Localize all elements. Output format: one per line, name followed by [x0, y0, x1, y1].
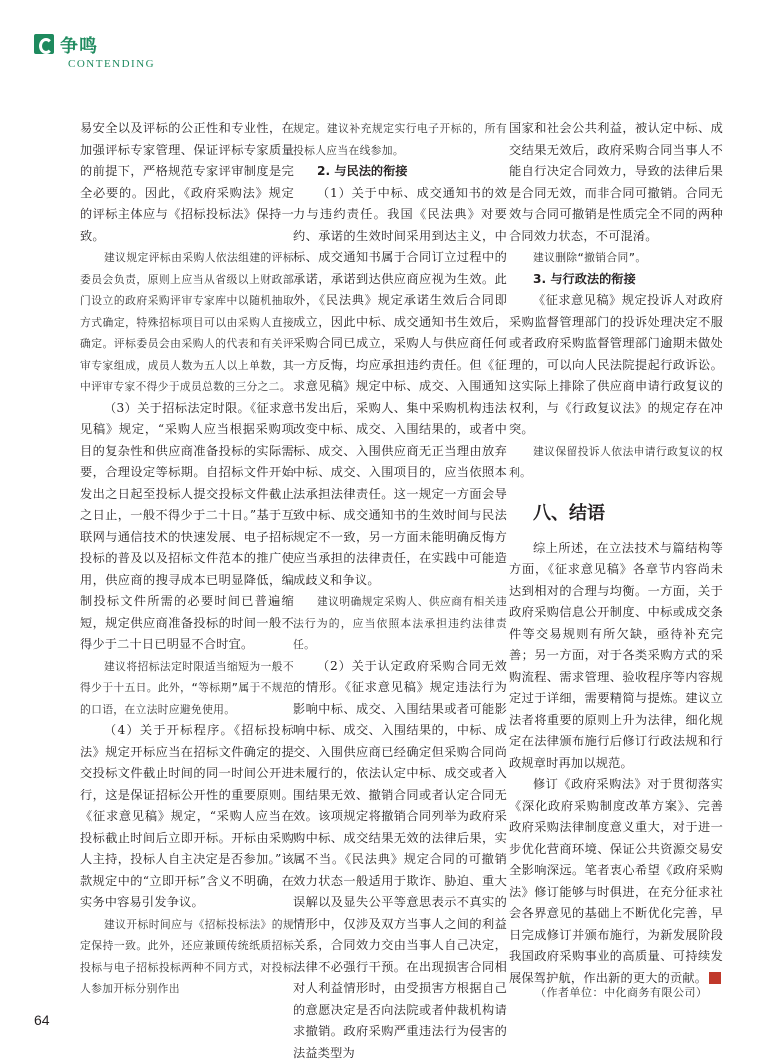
recommendation: 建议保留投诉人依法申请行政复议的权利。: [509, 444, 723, 479]
paragraph: 易安全以及评标的公正性和专业性，在加强评标专家管理、保证评标专家质量的前提下，严格规范专家评审制度是完全必要的。因此，《政府采购法》规定的评标主体应与《招标投标法》保持一致。: [80, 121, 294, 243]
paragraph: 国家和社会公共利益，被认定中标、成交结果无效后，政府采购合同当事人不能自行决定合同效力，导致的法律后果是合同无效，而非合同可撤销。合同无效与合同可撤销是性质完全不同的两种合同效力状态，不可混淆。: [509, 121, 723, 243]
paragraph: [509, 774, 743, 989]
subsection-heading: 2. 与民法的衔接: [317, 164, 408, 178]
page-number: 64: [34, 1012, 50, 1028]
paragraph: （4）关于开标程序。《招标投标法》规定开标应当在招标文件确定的提交投标文件截止时间的同一时间公开进行，这是保证招标公开性的重要原则。《征求意见稿》规定，“采购人应当在投标截止时间后立即开标。开标由采购人主持，投标人自主决定是否参加。”该款规定中的“立即开标”含义不明确，在实务中容易引发争议。: [80, 723, 294, 909]
recommendation: 规定。建议补充规定实行电子开标的，所有投标人应当在线参加。: [293, 122, 507, 157]
recommendation: 建议开标时间应与《招标投标法》的规定保持一致。此外，还应兼顾传统纸质招标投标与电子招标投标两种不同方式，对投标人参加开标分别作出: [80, 917, 294, 995]
paragraph-text: 修订《政府采购法》对于贯彻落实《深化政府采购制度改革方案》、完善政府采购法律制度意义重大，对于进一步优化营商环境、保证公共资源交易安全影响深远。笔者衷心希望《政府采购法》修订能够与时俱进，在充分征求社会各界意见的基础上不断优化完善，早日完成修订并颁布施行，为新发展阶段我国政府采购事业的高质量、可持续发展保驾护航，作出新的更大的贡献。: [509, 777, 723, 985]
end-mark-icon: 招: [709, 972, 721, 984]
subsection-heading: 3. 与行政法的衔接: [533, 271, 636, 286]
section-heading: 八、结语: [533, 502, 605, 524]
column-2: [293, 118, 507, 1059]
paragraph: （1）关于中标、成交通知书的效力与违约责任。我国《民法典》对要约、承诺的生效时间采用到达主义，中标、成交通知书属于合同订立过程中的承诺，承诺到达供应商应视为生效。此外，《民法典》规定承诺生效后合同即成立，因此中标、成交通知书生效后，采购合同已成立，采购人与供应商任何一方反悔，均应承担违约责任。但《征求意见稿》规定中标、成交、入围通知书发出后，采购人、集中采购机构违法改变中标、成交、入围结果的，或者中标、成交、入围供应商无正当理由放弃中标、成交、入围项目的，应当依照本法承担法律责任。这一规定一方面会导致中标、成交通知书的生效时间与民法规定不一致，另一方面未能明确反悔方应当承担的法律责任，在实践中可能造成歧义和争议。: [293, 185, 507, 587]
author-affiliation: （作者单位：中化商务有限公司）: [535, 986, 708, 999]
recommendation: 建议规定评标由采购人依法组建的评标委员会负责，原则上应当从省级以上财政部门设立的政府采购评审专家库中以随机抽取方式确定，特殊招标项目可以由采购人直接确定。评标委员会由采购人的代表和有关评审专家组成，成员人数为五人以上单数，其中评审专家不得少于成员总数的三分之二。: [80, 251, 294, 393]
column-1: [80, 118, 294, 1000]
masthead: [34, 34, 234, 80]
paragraph: （2）关于认定政府采购合同无效的情形。《征求意见稿》规定违法行为影响中标、成交、入围结果或者可能影响中标、成交、入围结果的，中标、成交、入围供应商已经确定但采购合同尚未履行的，依法认定中标、成交或者入围结果无效、撤销合同或者认定合同无效。该项规定将撤销合同列举为政府采购中标、成交结果无效的法律后果，实属不当。《民法典》规定合同的可撤销效力状态一般适用于欺诈、胁迫、重大误解以及显失公平等意思表示不真实的情形中，仅涉及双方当事人之间的利益关系，合同效力交由当事人自己决定，法律不必强行干预。在出现损害合同相对人利益情形时，由受损害方根据自己的意愿决定是否向法院或者仲裁机构请求撤销。政府采购严重违法行为侵害的法益类型为: [293, 658, 507, 1059]
brand-title-en: CONTENDING: [68, 58, 156, 70]
paragraph: 综上所述，在立法技术与篇结构等方面，《征求意见稿》各章节内容尚未达到相对的合理与均衡。一方面，关于政府采购信息公开制度、中标或成交条件等交易规则有所欠缺，亟待补充完善；另一方面，对于各类采购方式的采购流程、需求管理、验收程序等内容规定过于详细，需要精简与提炼。建议立法者将重要的原则上升为法律，细化规定在法律颁布施行后修订行政法规和行政规章时再加以规范。: [509, 540, 723, 770]
c-logo-icon: [34, 34, 54, 54]
recommendation: 建议删除“撤销合同”。: [533, 251, 647, 264]
brand-title-cn: 争鸣: [60, 36, 98, 57]
recommendation: 建议明确规定采购人、供应商有相关违法行为的，应当依照本法承担违约法律责任。: [293, 595, 507, 651]
paragraph: （3）关于招标法定时限。《征求意见稿》规定，“采购人应当根据采购项目的复杂性和供应商准备投标的实际需要，合理设定等标期。自招标文件开始发出之日起至投标人提交投标文件截止之日止，一般不得少于二十日。”基于互联网与通信技术的快速发展、电子招标投标的普及以及招标文件范本的推广使用，供应商的搜寻成本已明显降低，编制投标文件所需的必要时间已普遍缩短，规定供应商准备投标的时间一般不得少于二十日已明显不合时宜。: [80, 400, 294, 651]
paragraph: 《征求意见稿》规定投诉人对政府采购监督管理部门的投诉处理决定不服或者政府采购监督管理部门逾期未做处理的，可以向人民法院提起行政诉讼。这实际上排除了供应商申请行政复议的权利，与《行政复议法》的规定存在冲突。: [509, 293, 723, 436]
column-3: [509, 118, 743, 989]
recommendation: 建议将招标法定时限适当缩短为一般不得少于十五日。此外，“等标期”属于不规范的口语，在立法时应避免使用。: [80, 659, 294, 716]
